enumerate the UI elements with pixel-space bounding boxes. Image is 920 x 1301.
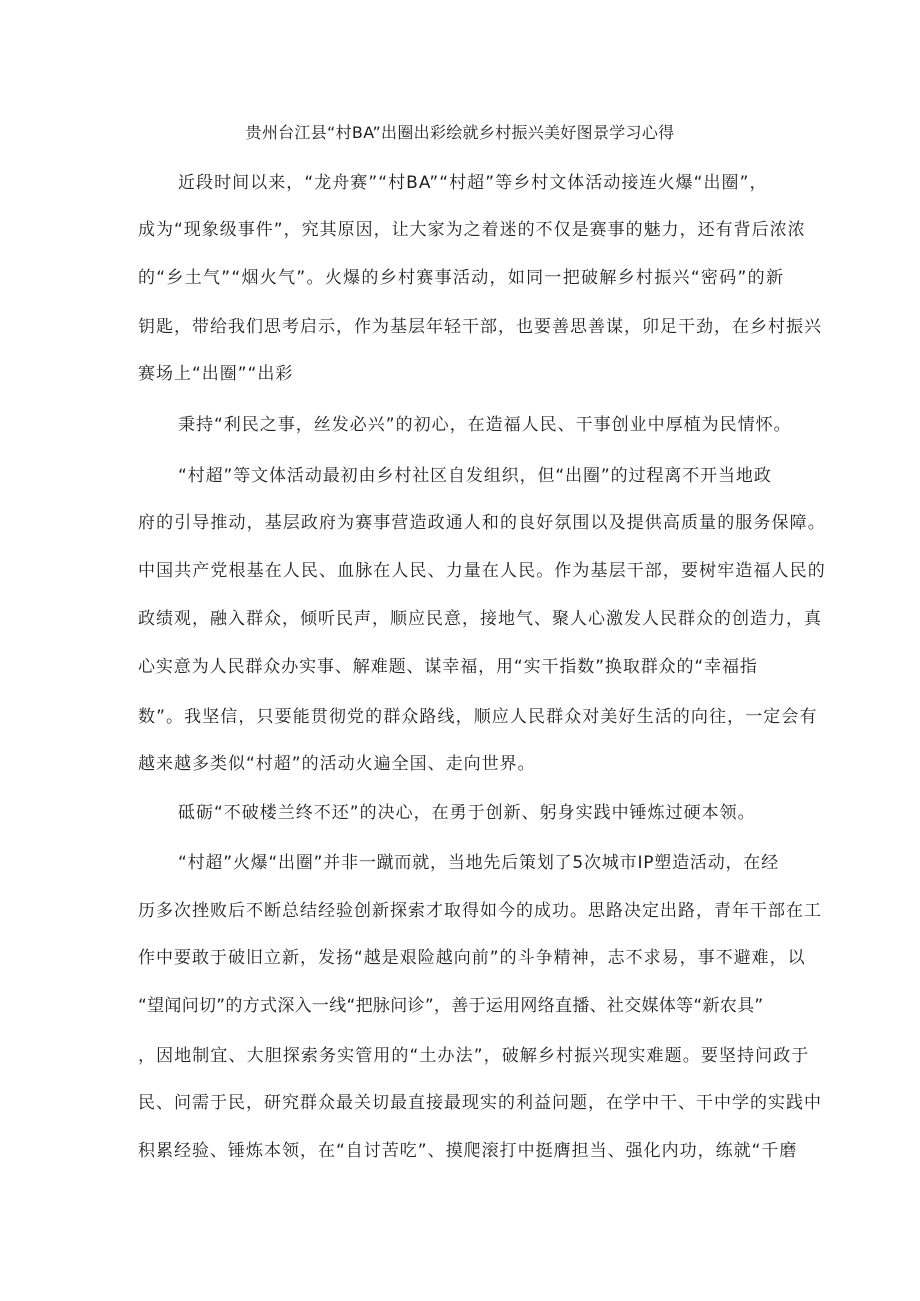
text-line: 近段时间以来，“龙舟赛”“村BA”“村超”等乡村文体活动接连火爆“出圈”， <box>178 173 768 193</box>
text-line: 作中要敢于破旧立新，发扬“越是艰险越向前”的斗争精神，志不求易，事不避难，以 <box>138 948 806 968</box>
text-line: ，因地制宜、大胆探索务实管用的“土办法”，破解乡村振兴现实难题。要坚持问政于 <box>138 1046 810 1066</box>
text-line: “村超”等文体活动最初由乡村社区自发组织，但“出圈”的过程离不开当地政 <box>178 466 772 486</box>
text-line: 数”。我坚信，只要能贯彻党的群众路线，顺应人民群众对美好生活的向往，一定会有 <box>138 707 818 727</box>
text-line: 钥匙，带给我们思考启示，作为基层年轻干部，也要善思善谋，卯足干劲，在乡村振兴 <box>138 317 822 337</box>
document-title: 贵州台江县“村BA”出圈出彩绘就乡村振兴美好图景学习心得 <box>245 123 675 142</box>
section-heading: 秉持“利民之事，丝发必兴”的初心，在造福人民、干事创业中厚植为民情怀。 <box>178 415 792 435</box>
text-line: 历多次挫败后不断总结经验创新探索才取得如今的成功。思路决定出路，青年干部在工 <box>138 901 822 921</box>
section-heading: 砥砺“不破楼兰终不还”的决心，在勇于创新、躬身实践中锤炼过硬本领。 <box>178 803 756 823</box>
text-line: 民、问需于民，研究群众最关切最直接最现实的利益问题，在学中干、干中学的实践中 <box>138 1093 822 1113</box>
text-line: 积累经验、锤炼本领，在“自讨苦吃”、摸爬滚打中挺膺担当、强化内功，练就“千磨 <box>138 1141 798 1161</box>
text-line: “村超”火爆“出圈”并非一蹴而就，当地先后策划了5次城市IP塑造活动，在经 <box>178 853 779 873</box>
text-line: 赛场上“出圈”“出彩 <box>138 364 294 384</box>
text-line: “望闻问切”的方式深入一线“把脉问诊”，善于运用网络直播、社交媒体等“新农具” <box>138 996 764 1016</box>
text-line: 心实意为人民群众办实事、解难题、谋幸福，用“实干指数”换取群众的“幸福指 <box>138 657 758 677</box>
text-line: 中国共产党根基在人民、血脉在人民、力量在人民。作为基层干部，要树牢造福人民的 <box>138 561 826 581</box>
text-line: 成为“现象级事件”，究其原因，让大家为之着迷的不仅是赛事的魅力，还有背后浓浓 <box>138 220 806 240</box>
text-line: 府的引导推动，基层政府为赛事营造政通人和的良好氛围以及提供高质量的服务保障。 <box>138 513 826 533</box>
text-line: 越来越多类似“村超”的活动火遍全国、走向世界。 <box>138 754 536 774</box>
text-line: 的“乡土气”“烟火气”。火爆的乡村赛事活动，如同一把破解乡村振兴“密码”的新 <box>138 268 785 288</box>
text-line: 政绩观，融入群众，倾听民声，顺应民意，接地气、聚人心激发人民群众的创造力，真 <box>138 609 822 629</box>
